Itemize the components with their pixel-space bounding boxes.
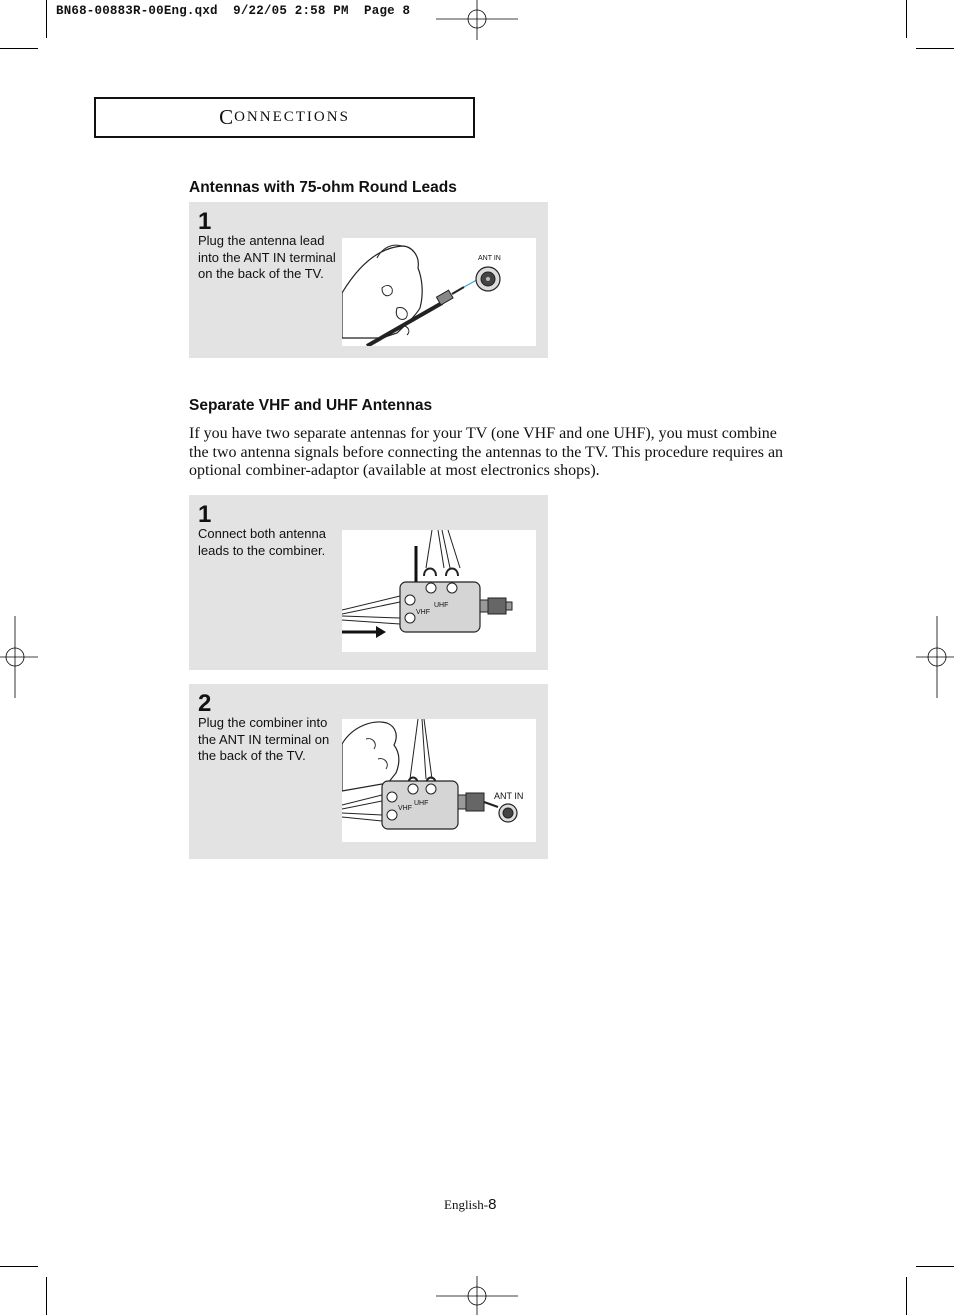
crop-mark: [0, 48, 38, 49]
step-panel-combiner-2: [189, 684, 548, 859]
ant-in-label: ANT IN: [494, 791, 524, 801]
intro-paragraph: If you have two separate antennas for your TV (one VHF and one UHF), you must combine the two antenna signals before connecting the antennas to the TV. This procedure requires an optional combiner-adaptor (available at most electronics shops).: [189, 425, 784, 479]
step-text: Connect both antenna leads to the combiner.: [198, 526, 326, 558]
crop-mark: [916, 1266, 954, 1267]
registration-mark: [916, 616, 954, 698]
vhf-label: VHF: [398, 805, 412, 812]
step-text: Plug the antenna lead into the ANT IN terminal on the back of the TV.: [198, 233, 336, 281]
footer-language: English-: [444, 1197, 489, 1212]
crop-mark: [46, 0, 47, 38]
crop-mark: [906, 0, 907, 38]
registration-mark: [0, 616, 38, 698]
heading-75ohm: Antennas with 75-ohm Round Leads: [189, 179, 457, 196]
uhf-label: UHF: [414, 800, 429, 807]
registration-mark: [436, 1276, 518, 1315]
illustration-antenna-lead: [342, 238, 536, 346]
crop-mark: [0, 1266, 38, 1267]
step-number: 1: [198, 501, 212, 528]
step-panel-combiner-1: [189, 495, 548, 670]
file-slug: BN68-00883R-00Eng.qxd 9/22/05 2:58 PM Page 8: [56, 4, 411, 18]
crop-mark: [906, 1277, 907, 1315]
ant-in-label: ANT IN: [478, 255, 501, 262]
uhf-label: UHF: [434, 602, 449, 609]
illustration-combiner: [342, 530, 536, 652]
step-number: 2: [198, 690, 212, 717]
heading-vhf-uhf: Separate VHF and UHF Antennas: [189, 397, 433, 414]
page-number: 8: [488, 1196, 497, 1213]
step-panel-75ohm: [189, 202, 548, 358]
registration-mark: [436, 0, 518, 40]
section-title-rest: ONNECTIONS: [234, 109, 350, 125]
crop-mark: [916, 48, 954, 49]
section-title: [94, 97, 475, 138]
page-footer: [444, 1196, 496, 1213]
step-number: 1: [198, 208, 212, 235]
illustration-combiner-to-tv: [342, 719, 536, 842]
crop-mark: [46, 1277, 47, 1315]
step-text: Plug the combiner into the ANT IN terminal on the back of the TV.: [198, 715, 330, 763]
section-title-cap: C: [219, 105, 235, 129]
vhf-label: VHF: [416, 609, 430, 616]
